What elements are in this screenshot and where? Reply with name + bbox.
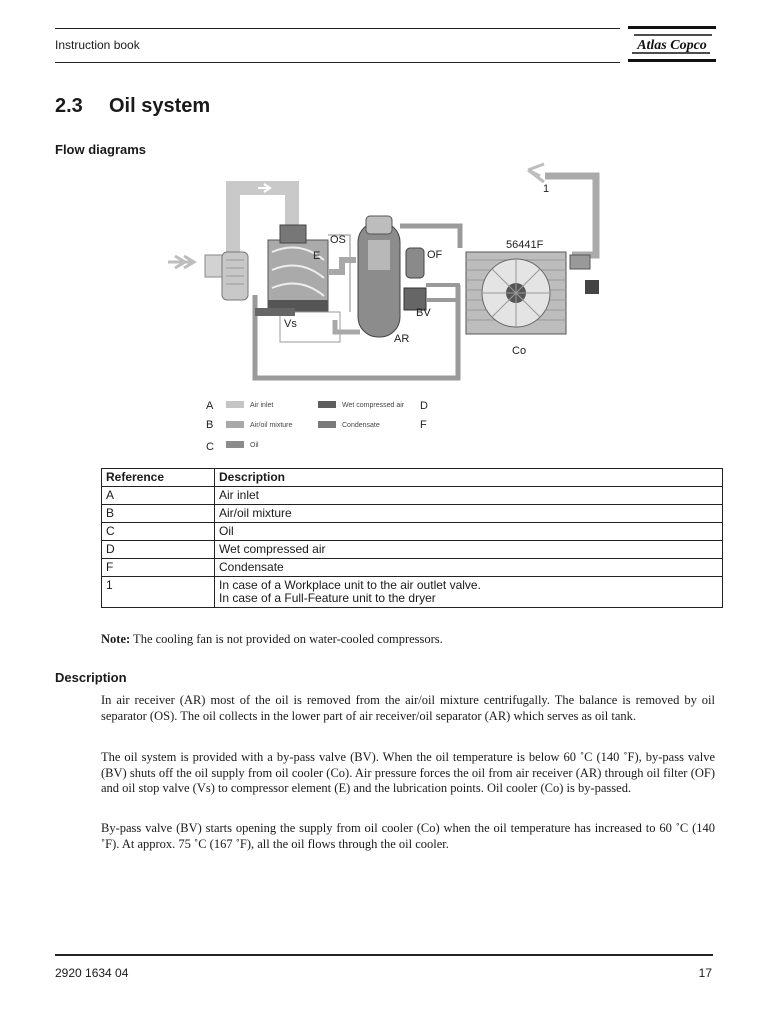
table-row: 1 In case of a Workplace unit to the air outlet valve. In case of a Full-Feature unit to the dryer [102, 577, 723, 608]
legend-swatch-b [226, 421, 244, 428]
note-label: Note: [101, 632, 131, 646]
column-header-description: Description [215, 469, 723, 487]
section-title [55, 95, 210, 118]
svg-text:OS: OS [330, 234, 346, 246]
table-row: F Condensate [102, 559, 723, 577]
svg-text:Air inlet: Air inlet [250, 402, 274, 409]
outlet-arrow [528, 164, 544, 182]
air-receiver [358, 222, 400, 337]
svg-text:Vs: Vs [284, 318, 297, 330]
description-paragraph-3: By-pass valve (BV) starts opening the supply from oil cooler (Co) when the oil temperature has increased to 60 ˚C (140 ˚F). At approx. 75 ˚C (167 ˚F), all the oil flows through the oil cooler. [101, 821, 715, 851]
section-number: 2.3 [55, 95, 83, 117]
oil-flow-diagram [160, 160, 620, 455]
oil-filter [406, 248, 424, 278]
table-row: C Oil [102, 523, 723, 541]
header-title: Instruction book [55, 38, 140, 52]
svg-text:B: B [206, 419, 214, 431]
table-row: D Wet compressed air [102, 541, 723, 559]
description-paragraph-2: The oil system is provided with a by-pass valve (BV). When the oil temperature is below 60 ˚C (140 ˚F), by-pass valve (BV) shuts off the oil supply from oil cooler (Co). Air pressure forces the oil from air receiver (AR) through oil filter (OF) and oil stop valve (Vs) to compressor element (E) and the lubrication points. Oil cooler (Co) is by-passed. [101, 750, 715, 795]
svg-text:F: F [420, 419, 427, 431]
svg-text:OF: OF [427, 249, 443, 261]
svg-text:Co: Co [512, 345, 527, 357]
description-heading: Description [55, 670, 127, 685]
svg-text:Wet compressed air: Wet compressed air [342, 402, 405, 409]
legend-swatch-c [226, 441, 244, 448]
table-header-row [102, 469, 723, 487]
svg-text:AR: AR [394, 333, 410, 345]
legend-swatch-d [318, 401, 336, 408]
inlet-arrow [168, 256, 194, 268]
page-number: 17 [698, 966, 712, 980]
svg-text:1: 1 [543, 183, 550, 195]
svg-text:56441F: 56441F [506, 239, 544, 251]
note-text: The cooling fan is not provided on water-cooled compressors. [130, 632, 443, 646]
atlas-copco-logo [628, 26, 716, 62]
svg-text:Condensate: Condensate [342, 422, 380, 429]
table-row: B Air/oil mixture [102, 505, 723, 523]
flow-diagrams-heading: Flow diagrams [55, 142, 147, 157]
svg-text:C: C [206, 441, 214, 453]
footer-rule [55, 954, 713, 956]
header-bottom-rule [55, 62, 620, 63]
svg-text:E: E [313, 250, 321, 262]
header-top-rule [55, 28, 620, 29]
svg-text:A: A [206, 400, 214, 412]
legend-swatch-a [226, 401, 244, 408]
svg-text:D: D [420, 400, 428, 412]
section-name: Oil system [109, 95, 211, 117]
note [101, 632, 443, 647]
logo-text: Atlas Copco [637, 38, 707, 53]
description-paragraph-1: In air receiver (AR) most of the oil is removed from the air/oil mixture centrifugally. The balance is removed by oil separator (OS). The oil collects in the lower part of air receiver/oil separator (AR) which serves as oil tank. [101, 693, 715, 723]
reference-table [101, 468, 723, 608]
table-row: A Air inlet [102, 487, 723, 505]
column-header-reference: Reference [102, 469, 215, 487]
svg-text:BV: BV [416, 307, 431, 319]
document-number: 2920 1634 04 [55, 966, 129, 980]
svg-text:Air/oil mixture: Air/oil mixture [250, 422, 293, 429]
svg-text:Oil: Oil [250, 442, 259, 449]
legend-swatch-f [318, 421, 336, 428]
